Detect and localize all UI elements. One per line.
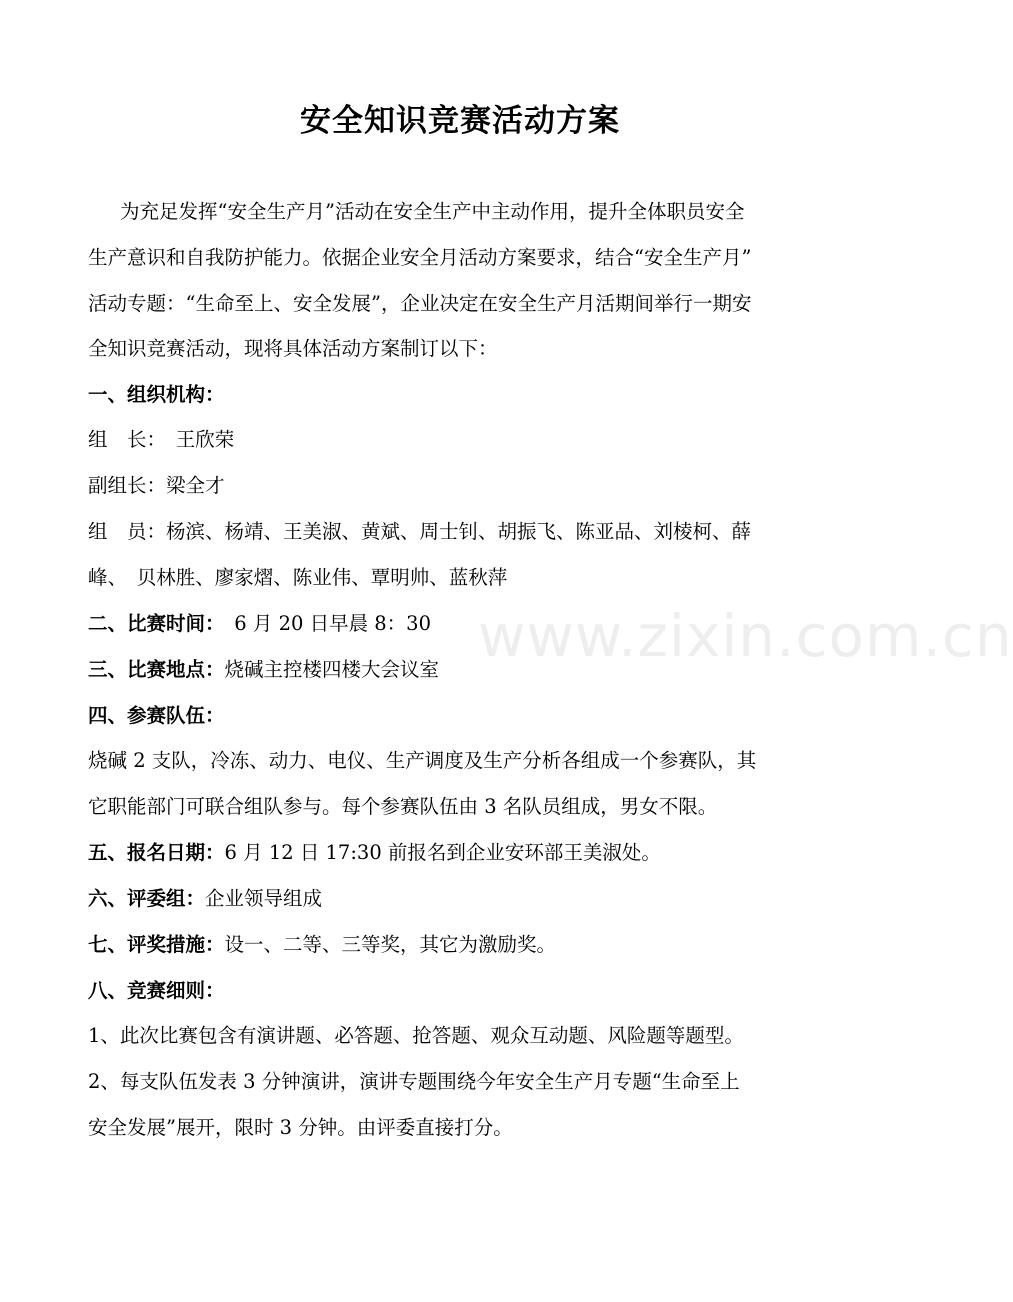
section-4-text-2: 它职能部门可联合组队参与。每个参赛队伍由 3 名队员组成，男女不限。 <box>88 795 718 818</box>
rule-1: 1、此次比赛包含有演讲题、必答题、抢答题、观众互动题、风险题等题型。 <box>88 1024 744 1047</box>
section-1-heading: 一、组织机构： <box>88 383 225 406</box>
section-7-value: 设一、二等、三等奖，其它为激励奖。 <box>224 933 557 956</box>
section-2-label: 二、比赛时间： <box>88 612 215 635</box>
section-5-value: 6 月 12 日 17:30 前报名到企业安环部王美淑处。 <box>224 841 661 864</box>
watermark: www.zixin.com.cn <box>478 602 1013 670</box>
section-6-line <box>88 884 838 914</box>
section-3-value: 烧碱主控楼四楼大会议室 <box>224 658 440 681</box>
members-line-2: 峰、 贝林胜、廖家熠、陈业伟、覃明帅、蓝秋萍 <box>88 566 508 589</box>
members-line-1: 组 员：杨滨、杨靖、王美淑、黄斌、周士钊、胡振飞、陈亚品、刘棱柯、薛 <box>88 520 752 543</box>
section-7-label: 七、评奖措施： <box>88 933 225 956</box>
section-2-value: 6 月 20 日早晨 8：30 <box>214 612 431 635</box>
section-3-label: 三、比赛地点： <box>88 658 225 681</box>
leader-line: 组 长： 王欣荣 <box>88 428 235 451</box>
section-6-label: 六、评委组： <box>88 887 206 910</box>
section-7-line <box>88 930 838 960</box>
intro-line-2: 生产意识和自我防护能力。依据企业安全月活动方案要求，结合“安全生产月” <box>88 246 752 269</box>
intro-line-3: 活动专题：“生命至上、安全发展”，企业决定在安全生产月活期间举行一期安 <box>88 292 752 315</box>
section-5-label: 五、报名日期： <box>88 841 225 864</box>
section-4-text-1: 烧碱 2 支队，冷冻、动力、电仪、生产调度及生产分析各组成一个参赛队，其 <box>88 749 757 772</box>
intro-line-4: 全知识竞赛活动，现将具体活动方案制订以下： <box>88 337 498 360</box>
intro-line-1: 为充足发挥“安全生产月”活动在安全生产中主动作用，提升全体职员安全 <box>120 200 745 223</box>
deputy-leader-line: 副组长：梁全才 <box>88 474 225 497</box>
rule-2-line-1: 2、每支队伍发表 3 分钟演讲，演讲专题围绕今年安全生产月专题“生命至上 <box>88 1070 740 1093</box>
rule-2-line-2: 安全发展”展开，限时 3 分钟。由评委直接打分。 <box>88 1116 513 1139</box>
section-8-heading: 八、竞赛细则： <box>88 979 225 1002</box>
section-5-line <box>88 838 838 868</box>
section-6-value: 企业领导组成 <box>205 887 323 910</box>
section-4-heading: 四、参赛队伍： <box>88 704 225 727</box>
document-title: 安全知识竞赛活动方案 <box>300 103 620 139</box>
